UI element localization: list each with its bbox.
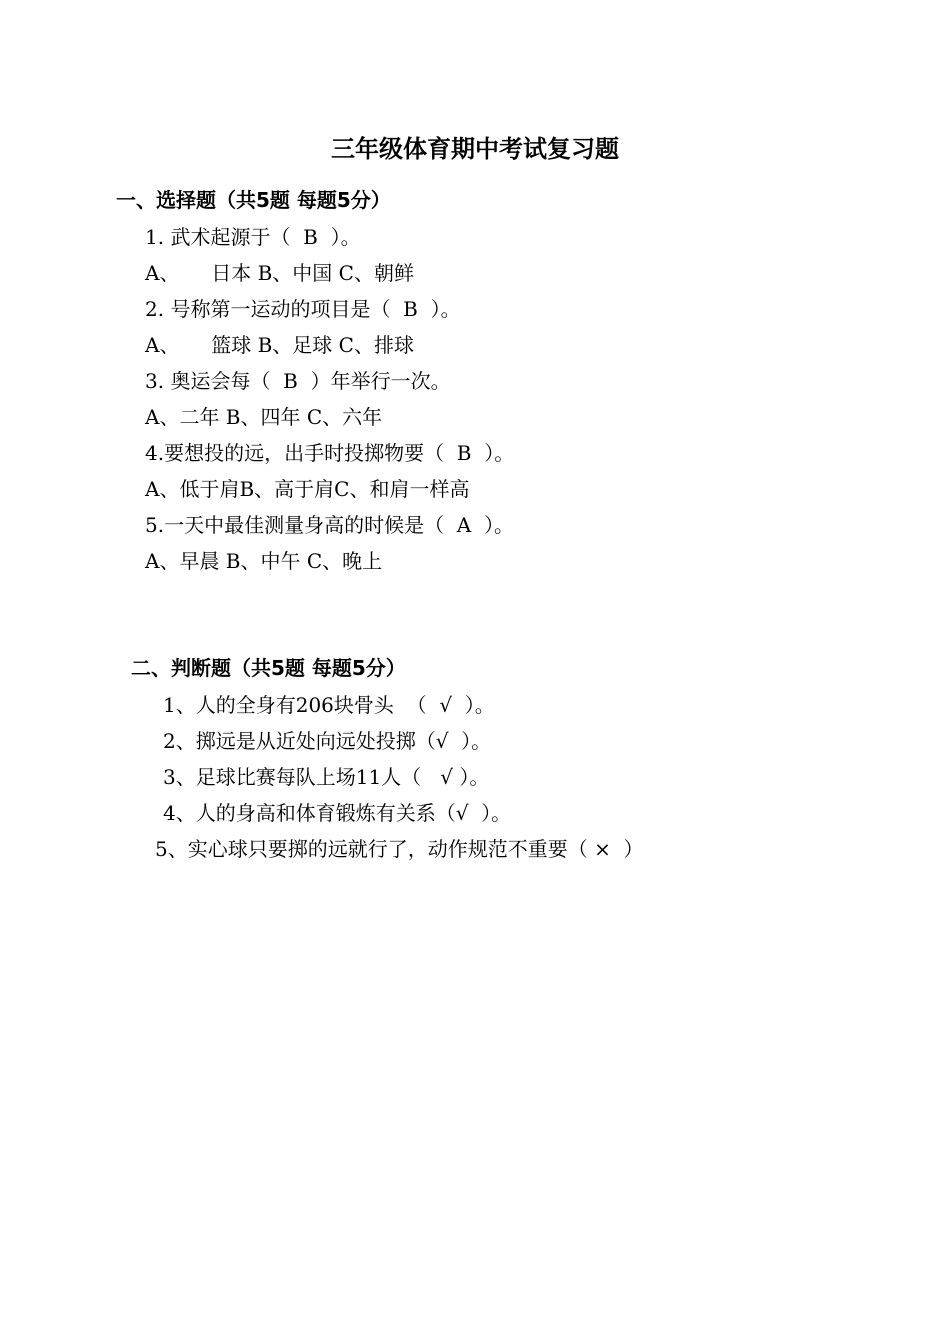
- page-title: 三年级体育期中考试复习题: [331, 135, 619, 163]
- question-3: 3. 奥运会每（ B ）年举行一次。: [145, 369, 451, 393]
- question-3-options: A、二年 B、四年 C、六年: [145, 405, 383, 429]
- question-4-options: A、低于肩B、高于肩C、和肩一样高: [145, 477, 470, 501]
- question-1-options: A、 日本 B、中国 C、朝鲜: [145, 261, 414, 285]
- judgment-item-5: 5、实心球只要掷的远就行了，动作规范不重要（ × ）: [155, 837, 644, 861]
- question-1: 1. 武术起源于（ B ）。: [145, 225, 361, 249]
- question-4: 4.要想投的远，出手时投掷物要（ B ）。: [145, 441, 515, 465]
- question-5: 5.一天中最佳测量身高的时候是（ A ）。: [145, 513, 514, 537]
- question-5-options: A、早晨 B、中午 C、晚上: [145, 549, 383, 573]
- question-2-options: A、 篮球 B、足球 C、排球: [145, 333, 414, 357]
- judgment-item-1: 1、人的全身有206块骨头 （ √ ）。: [163, 693, 495, 717]
- judgment-item-4: 4、人的身高和体育锻炼有关系（√ ）。: [163, 801, 512, 825]
- judgment-item-2: 2、掷远是从近处向远处投掷（√ ）。: [163, 729, 492, 753]
- section-one-heading: 一、选择题（共5题 每题5分）: [116, 188, 391, 212]
- question-2: 2. 号称第一运动的项目是（ B ）。: [145, 297, 461, 321]
- section-two-heading: 二、判断题（共5题 每题5分）: [131, 656, 406, 680]
- judgment-item-3: 3、足球比赛每队上场11人（ √ ）。: [163, 765, 490, 789]
